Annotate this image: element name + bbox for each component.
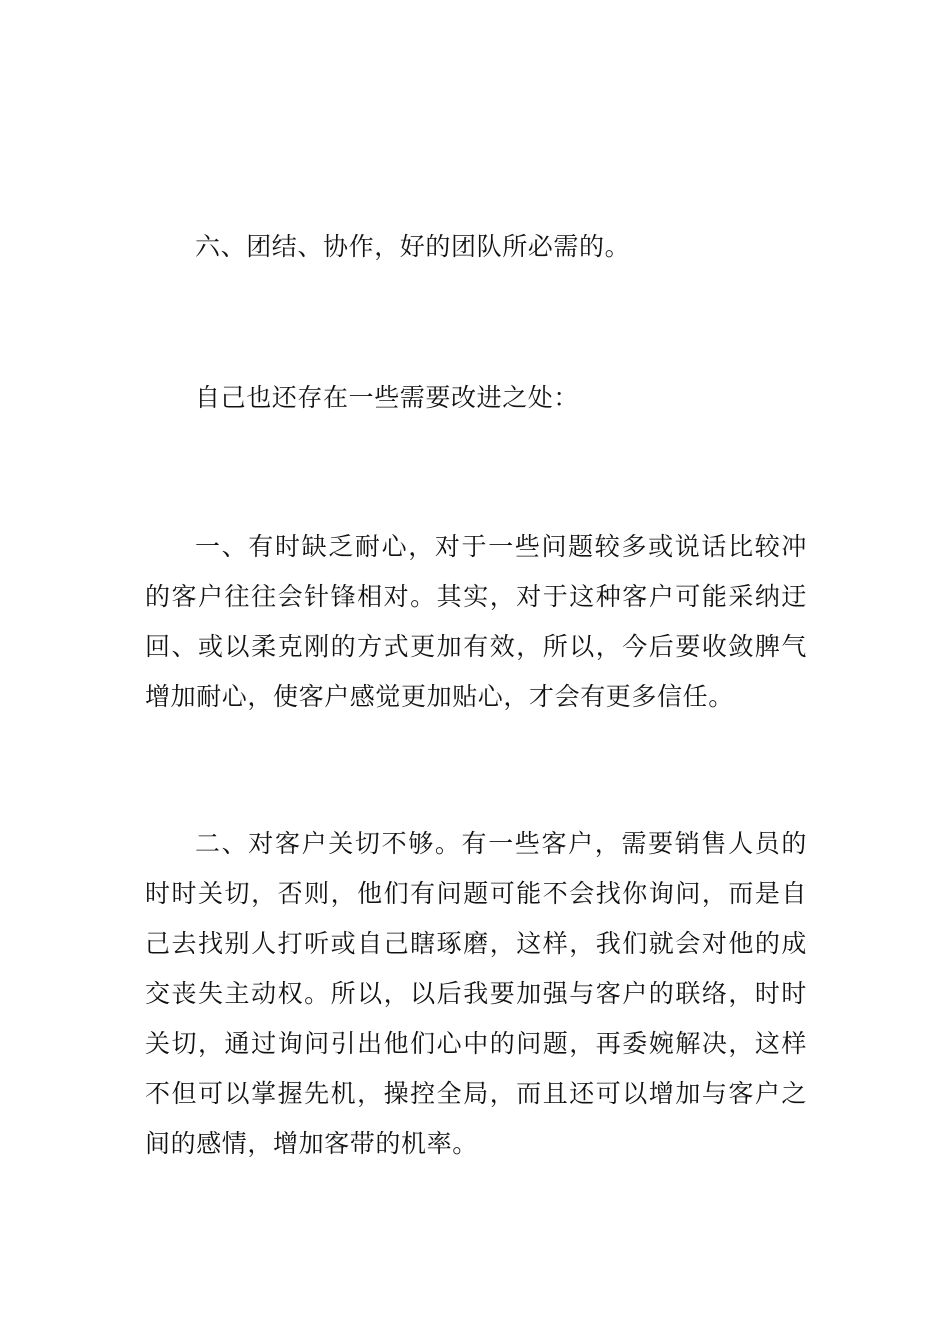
paragraph-patience: 一、有时缺乏耐心，对于一些问题较多或说话比较冲的客户往往会针锋相对。其实，对于这种客户可能采纳迂回、或以柔克刚的方式更加有效，所以，今后要收敛脾气增加耐心，使客户感觉更加贴心，才会有更多信任。 [145, 532, 807, 711]
paragraph-improvement-intro: 自己也还存在一些需要改进之处： [195, 383, 580, 412]
paragraph-customer-care: 二、对客户关切不够。有一些客户，需要销售人员的时时关切，否则，他们有问题可能不会找你询问，而是自己去找别人打听或自己瞎琢磨，这样，我们就会对他的成交丧失主动权。所以，以后我要加强与客户的联络，时时关切，通过询问引出他们心中的问题，再委婉解决，这样不但可以掌握先机，操控全局，而且还可以增加与客户之间的感情，增加客带的机率。 [145, 829, 807, 1158]
paragraph-team-cooperation: 六、团结、协作，好的团队所必需的。 [195, 232, 631, 261]
